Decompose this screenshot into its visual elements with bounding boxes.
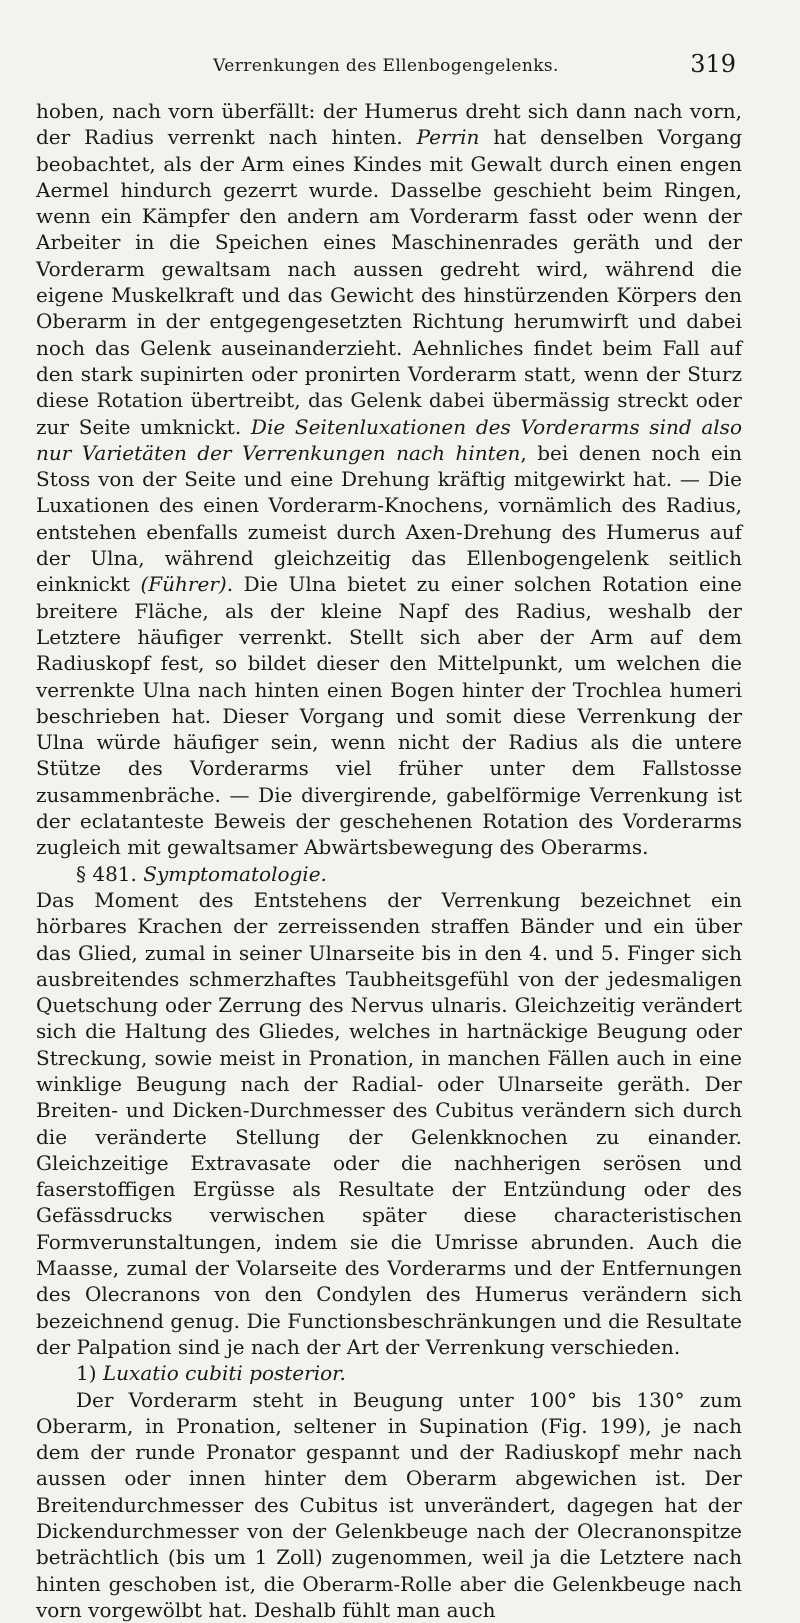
section-heading [36,861,742,887]
paragraph-symptoms: Das Moment des Entstehens der Verrenkung bezeichnet ein hörbares Krachen der zerreissenden straffen Bänder und ein über das Glied, zumal in seiner Ulnarseite bis in den 4. und 5. Finger sich ausbreitendes schmerzhaftes Taubheitsgefühl von der jedesmaligen Quetschung oder Zerrung des Nervus ulnaris. Gleichzeitig verändert sich die Haltung des Gliedes, welches in hartnäckige Beugung oder Streckung, sowie meist in Pronation, in manchen Fällen auch in eine winklige Beugung nach der Radial- oder Ulnarseite geräth. Der Breiten- und Dicken-Durchmesser des Cubitus verändern sich durch die veränderte Stellung der Gelenkknochen zu einander. Gleichzeitige Extravasate oder die nachherigen serösen und faserstoffigen Ergüsse als Resultate der Entzündung oder des Gefässdrucks verwischen später diese characteristischen Formverunstaltungen, indem sie die Umrisse abrunden. Auch die Maasse, zumal der Volarseite des Vorderarms und der Entfernungen des Olecranons von den Condylen des Humerus verändern sich bezeichnend genug. Die Functionsbeschränkungen und die Resultate der Palpation sind je nach der Art der Verrenkung verschieden. [36,887,742,1359]
text-run: hat denselben Vorgang beobachtet, als der Arm eines Kindes mit Gewalt durch einen engen Aermel hindurch gezerrt wurde. Dasselbe geschieht beim Ringen, wenn ein Kämpfer den andern am Vorderarm fasst oder wenn der Arbeiter in die Speichen eines Maschinenrades geräth und der Vorderarm gewaltsam nach aussen gedreht wird, während die eigene Muskelkraft und das Gewicht des hinstürzenden Körpers den Oberarm in der entgegengesetzten Richtung herumwirft und dabei noch das Gelenk auseinanderzieht. Aehnliches findet beim Fall auf den stark supinirten oder pronirten Vorderarm statt, wenn der Sturz diese Rotation übertreibt, das Gelenk dabei übermässig streckt oder zur Seite umknickt. [36,125,742,439]
section-title: Symptomatologie. [143,861,327,886]
text-run: hoben, nach vorn überfällt: der Humerus dreht sich dann nach vorn, der Radius verrenkt nach hinten. [36,99,742,150]
subsection-heading [36,1360,742,1386]
section-number: § 481. [76,861,144,886]
page-number: 319 [690,50,736,78]
author-name: Perrin [416,125,480,150]
running-title: Verrenkungen des Ellenbogengelenks. [213,56,559,76]
paragraph-causes [36,98,742,861]
paragraph-posterior-luxation: Der Vorderarm steht in Beugung unter 100° bis 130° zum Oberarm, in Pronation, seltener in Supination (Fig. 199), je nach dem der runde Pronator gespannt und der Radiuskopf mehr nach aussen oder innen hinter dem Oberarm abgewichen ist. Der Breitendurchmesser des Cubitus ist unverändert, dagegen hat der Dickendurchmesser von der Gelenkbeuge nach der Olecranonspitze beträchtlich (bis um 1 Zoll) zugenommen, weil ja die Letztere nach hinten geschoben ist, die Oberarm-Rolle aber die Gelenkbeuge nach vorn vorgewölbt hat. Deshalb fühlt man auch [36,1387,742,1622]
subsection-title: Luxatio cubiti posterior. [102,1361,346,1386]
author-citation: (Führer) [140,572,227,597]
text-run: , bei denen noch ein Stoss von der Seite und eine Drehung kräftig mitgewirkt hat. — Die Luxationen des einen Vorderarm-Knochens, vornämlich des Radius, entstehen ebenfalls zumeist durch Axen-Drehung des Humerus auf der Ulna, während gleichzeitig das Ellenbogengelenk seitlich einknickt [36,440,742,597]
text-run: . Die Ulna bietet zu einer solchen Rotation eine breitere Fläche, als der kleine Napf des Radius, weshalb der Letztere häufiger verrenkt. Stellt sich aber der Arm auf dem Radiuskopf fest, so bildet dieser den Mittelpunkt, um welchen die verrenkte Ulna nach hinten einen Bogen hinter der Trochlea humeri beschrieben hat. Dieser Vorgang und somit diese Verrenkung der Ulna würde häufiger sein, wenn nicht der Radius als die untere Stütze des Vorderarms viel früher unter dem Fallstosse zusammenbräche. — Die divergirende, gabelförmige Verrenkung ist der eclatanteste Beweis der geschehenen Rotation des Vorderarms zugleich mit gewaltsamer Abwärtsbewegung des Oberarms. [36,572,742,860]
body-text [36,98,742,1623]
emphasized-text: Die Seitenluxationen des Vorderarms sind also nur Varietäten der Verrenkungen nach hinten [36,414,742,465]
running-header [36,48,736,82]
subsection-number: 1) [76,1361,103,1386]
